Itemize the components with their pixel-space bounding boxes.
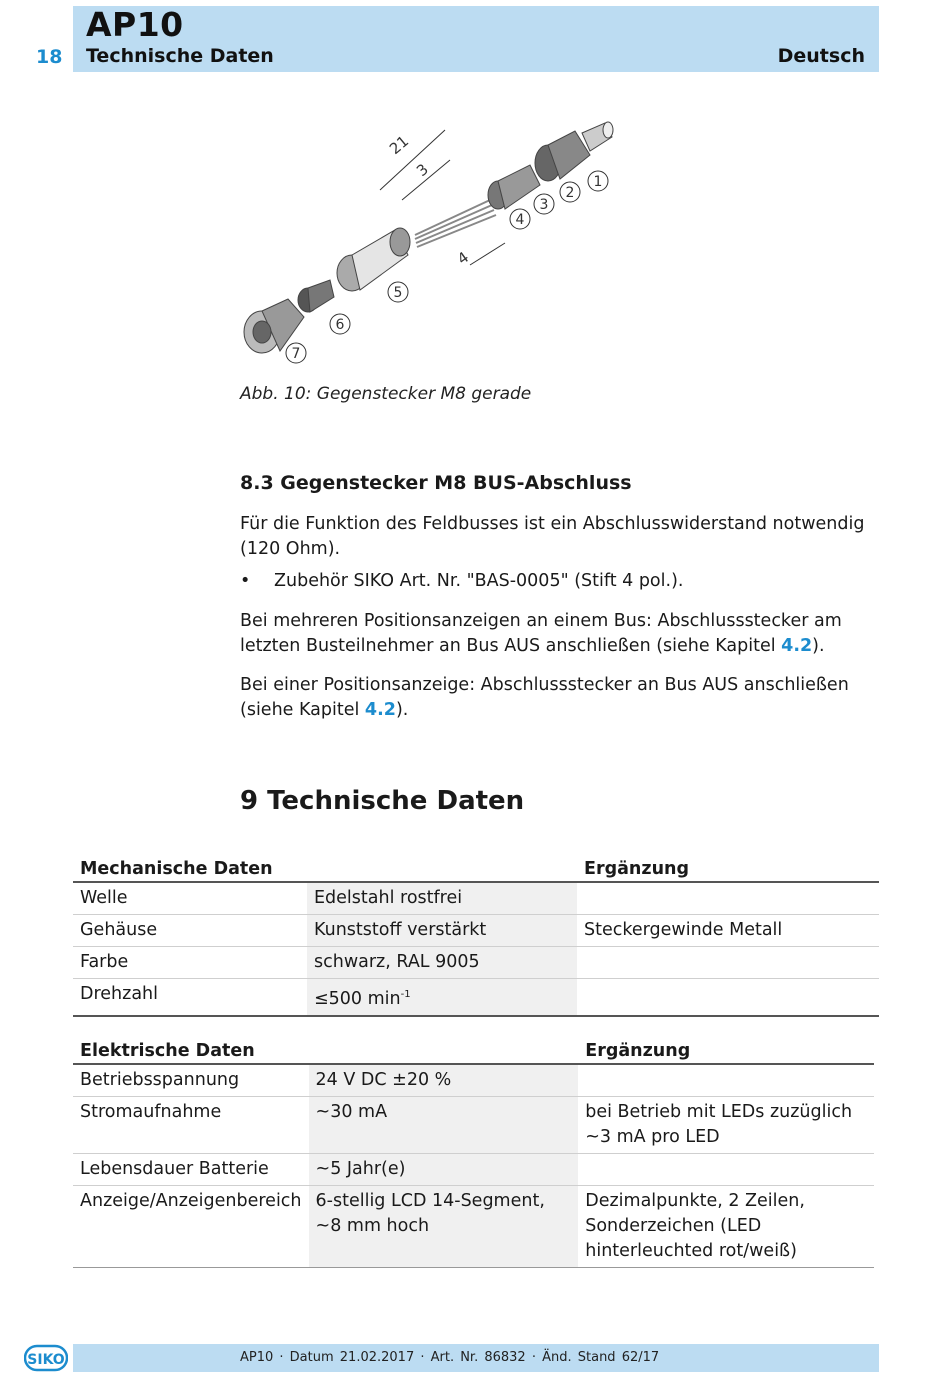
chapter-link[interactable]: 4.2 [781, 636, 813, 656]
table-cell [578, 1064, 874, 1097]
table-header [309, 1035, 579, 1064]
electrical-data-table [73, 1035, 874, 1268]
table-cell: 6-stellig LCD 14-Segment, ~8 mm hoch [309, 1186, 579, 1268]
table-header [307, 853, 577, 882]
bullet-text: Zubehör SIKO Art. Nr. "BAS-0005" (Stift 4 pol.). [274, 571, 684, 591]
callout-label: 1 [593, 174, 603, 190]
table-cell: Steckergewinde Metall [577, 915, 879, 947]
speed-value: ≤500 min [314, 988, 401, 1009]
table-cell: ~30 mA [309, 1097, 579, 1154]
mechanical-data-table [73, 853, 879, 1017]
table-cell: Stromaufnahme [73, 1097, 309, 1154]
connector-illustration [230, 115, 630, 375]
table-header: Mechanische Daten [73, 853, 307, 882]
table-cell [578, 1154, 874, 1186]
table-cell: Gehäuse [73, 915, 307, 947]
table-cell: Dezimalpunkte, 2 Zeilen, Sonderzeichen (LED hinterleuchted rot/weiß) [578, 1186, 874, 1268]
table-cell [307, 979, 577, 1016]
paragraph [240, 673, 870, 723]
table-row [73, 947, 879, 979]
dimension-label: 4 [453, 248, 473, 269]
dimension-label: 21 [386, 132, 413, 159]
callout-label: 4 [515, 212, 525, 228]
paragraph-text: ). [812, 636, 825, 656]
table-row [73, 1186, 874, 1268]
table-cell [577, 882, 879, 915]
table-header: Ergänzung [578, 1035, 874, 1064]
table-row [73, 915, 879, 947]
table-cell: bei Betrieb mit LEDs zuzüglich ~3 mA pro LED [578, 1097, 874, 1154]
table-cell: ~5 Jahr(e) [309, 1154, 579, 1186]
chapter-heading: 9 Technische Daten [240, 786, 525, 816]
table-cell [577, 979, 879, 1016]
table-cell [577, 947, 879, 979]
section-heading: 8.3 Gegenstecker M8 BUS-Abschluss [240, 472, 632, 494]
table-row [73, 1064, 874, 1097]
table-cell: Betriebsspannung [73, 1064, 309, 1097]
bullet-item [240, 571, 683, 591]
dimension-label: 3 [413, 160, 432, 181]
table-header-row [73, 1035, 874, 1064]
table-cell: Drehzahl [73, 979, 307, 1016]
paragraph-text: Bei einer Positionsanzeige: Abschlussstecker an Bus AUS anschließen (siehe Kapitel [240, 675, 849, 720]
table-row [73, 1097, 874, 1154]
speed-exponent: -1 [400, 989, 411, 1000]
callout-label: 6 [335, 317, 345, 333]
callout-label: 3 [539, 197, 549, 213]
table-row [73, 979, 879, 1016]
table-row [73, 882, 879, 915]
logo-text: SIKO [27, 1352, 65, 1368]
table-header: Ergänzung [577, 853, 879, 882]
callout-label: 7 [291, 346, 301, 362]
bullet-marker: • [240, 571, 251, 591]
paragraph-text: Bei mehreren Positionsanzeigen an einem Bus: Abschlussstecker am letzten Busteilnehmer an Bus AUS anschließen (siehe Kapitel [240, 611, 842, 656]
table-cell: Anzeige/Anzeigenbereich [73, 1186, 309, 1268]
section-title: Technische Daten [86, 45, 274, 67]
callout-label: 5 [393, 285, 403, 301]
siko-logo [24, 1344, 68, 1372]
paragraph: Für die Funktion des Feldbusses ist ein Abschlusswiderstand notwendig (120 Ohm). [240, 514, 865, 559]
table-header-row [73, 853, 879, 882]
figure-caption: Abb. 10: Gegenstecker M8 gerade [240, 384, 532, 404]
table-header: Elektrische Daten [73, 1035, 309, 1064]
table-cell: 24 V DC ±20 % [309, 1064, 579, 1097]
table-cell: Lebensdauer Batterie [73, 1154, 309, 1186]
table-cell: Welle [73, 882, 307, 915]
page-number: 18 [36, 46, 63, 68]
footer-text: AP10 · Datum 21.02.2017 · Art. Nr. 86832 · Änd. Stand 62/17 [240, 1350, 660, 1365]
document-model: AP10 [86, 5, 184, 44]
table-cell: Farbe [73, 947, 307, 979]
callout-label: 2 [565, 185, 575, 201]
table-cell: schwarz, RAL 9005 [307, 947, 577, 979]
paragraph [240, 609, 870, 659]
table-cell: Edelstahl rostfrei [307, 882, 577, 915]
chapter-link[interactable]: 4.2 [364, 700, 396, 720]
table-row [73, 1154, 874, 1186]
language-label: Deutsch [777, 45, 865, 67]
paragraph-text: ). [395, 700, 409, 720]
table-cell: Kunststoff verstärkt [307, 915, 577, 947]
